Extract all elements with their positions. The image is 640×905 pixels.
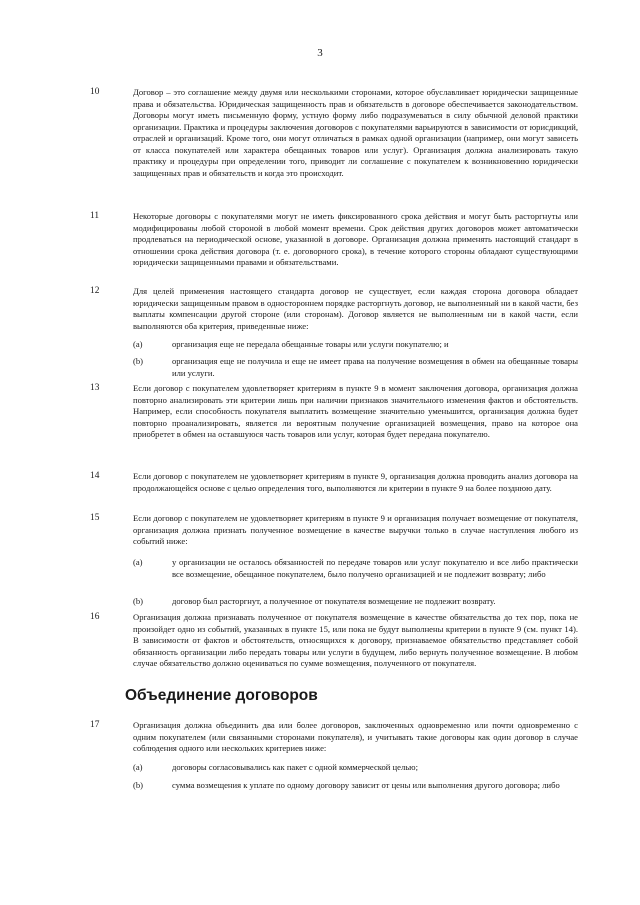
list-label: (a): [133, 339, 143, 349]
paragraph-text: Некоторые договоры с покупателями могут не иметь фиксированного срока действия и могут быть расторгнуты или модифицированы любой стороной в любой момент времени. Срок действия других договоров может автоматически продлеваться на периодической основе, указанной в договоре. Организация должна применять настоящий стандарт в отношении срока действия договора (т. е. договорного срока), в течение которого стороны обладают существующими юридически защищенными правами и обязательствами.: [133, 211, 578, 267]
list-label: (a): [133, 762, 143, 772]
list-text: договор был расторгнут, а полученное от покупателя возмещение не подлежит возврату.: [172, 596, 496, 606]
paragraph-text: Если договор с покупателем не удовлетворяет критериям в пункте 9 и организация получает возмещение от покупателя, организация должна признать полученное возмещение в качестве выручки только в случае наступления любого из событий ниже:: [133, 513, 578, 546]
paragraph-text: Организация должна признавать полученное от покупателя возмещение в качестве обязательства до тех пор, пока не произойдет одно из событий, указанных в пункте 15, или пока не будут выполнены критерии в пункте 9 (см. пункт 14). В зависимости от фактов и обстоятельств, относящихся к договору, признаваемое обязательство представляет собой обязанность организации либо передать товары или услуги в будущем, либо вернуть полученное возмещение. В любом случае обязательство должно оцениваться по сумме возмещения, полученного от покупателя.: [133, 612, 578, 668]
paragraph-number: 12: [90, 286, 100, 296]
paragraph-text: Организация должна объединить два или более договоров, заключенных одновременно или почти одновременно с одним покупателем (или связанными сторонами покупателя), и учитывать такие договоры как один договор в случае соблюдения одного или нескольких критериев ниже:: [133, 720, 578, 753]
list-label: (b): [133, 596, 144, 606]
paragraph-number: 13: [90, 383, 100, 393]
list-text: договоры согласовывались как пакет с одной коммерческой целью;: [172, 762, 418, 772]
paragraph-number: 17: [90, 720, 100, 730]
list-label: (a): [133, 557, 143, 567]
list-label: (b): [133, 780, 144, 790]
list-text: у организации не осталось обязанностей по передаче товаров или услуг покупателю и все либо практически все возмещение, обещанное покупателем, было получено организацией и не подлежит возврату; либо: [172, 557, 578, 579]
paragraph-text: Договор – это соглашение между двумя или несколькими сторонами, которое обуславливает юридически защищенные права и обязательства. Юридическая защищенность прав и обязательств в договоре обеспечивается законодательством. Договоры могут иметь письменную форму, устную форму либо подразумеваться в силу обычной деловой практики организации. Практика и процедуры заключения договоров с покупателями варьируются в зависимости от юрисдикций, отраслей и организаций. Кроме того, они могут отличаться в рамках одной организации (например, они могут зависеть от класса покупателей или характера обещанных товаров или услуг). Организация должна анализировать такую практику и процедуры при определении того, приводит ли соглашение с покупателем к возникновению юридически защищенных прав и обязательств и когда это происходит.: [133, 87, 578, 178]
list-text: организация еще не передала обещанные товары или услуги покупателю; и: [172, 339, 449, 349]
section-heading: Объединение договоров: [125, 687, 318, 704]
page-number: 3: [317, 47, 323, 59]
paragraph-number: 15: [90, 513, 100, 523]
paragraph-number: 14: [90, 471, 100, 481]
paragraph-number: 10: [90, 87, 100, 97]
list-text: сумма возмещения к уплате по одному договору зависит от цены или выполнения другого договора; либо: [172, 780, 560, 790]
paragraph-number: 16: [90, 612, 100, 622]
paragraph-text: Для целей применения настоящего стандарта договор не существует, если каждая сторона договора обладает юридически защищенным правом в одностороннем порядке расторгнуть договор, не выполненный ни в какой части, без выплаты компенсации другой стороне (или сторонам). Договор является не выполненным ни в какой части, если выполняются оба критерия, приведенные ниже:: [133, 286, 578, 331]
list-label: (b): [133, 356, 144, 366]
paragraph-number: 11: [90, 211, 100, 221]
paragraph-text: Если договор с покупателем не удовлетворяет критериям в пункте 9, организация должна проводить анализ договора на продолжающейся основе с целью определения того, выполняются ли критерии в пункте 9 на более позднюю дату.: [133, 471, 578, 493]
list-text: организация еще не получила и еще не имеет права на получение возмещения в обмен на обещанные товары или услуги.: [172, 356, 578, 378]
paragraph-text: Если договор с покупателем удовлетворяет критериям в пункте 9 в момент заключения договора, организация должна повторно анализировать эти критерии лишь при наличии признаков значительного изменения фактов и обстоятельств. Например, если способность покупателя выплатить возмещение значительно уменьшится, организация должна будет повторно проанализировать, является ли вероятным получение организацией возмещения, право на которое она приобретет в обмен на оставшуюся часть товаров или услуг, которая будет передана покупателю.: [133, 383, 578, 439]
